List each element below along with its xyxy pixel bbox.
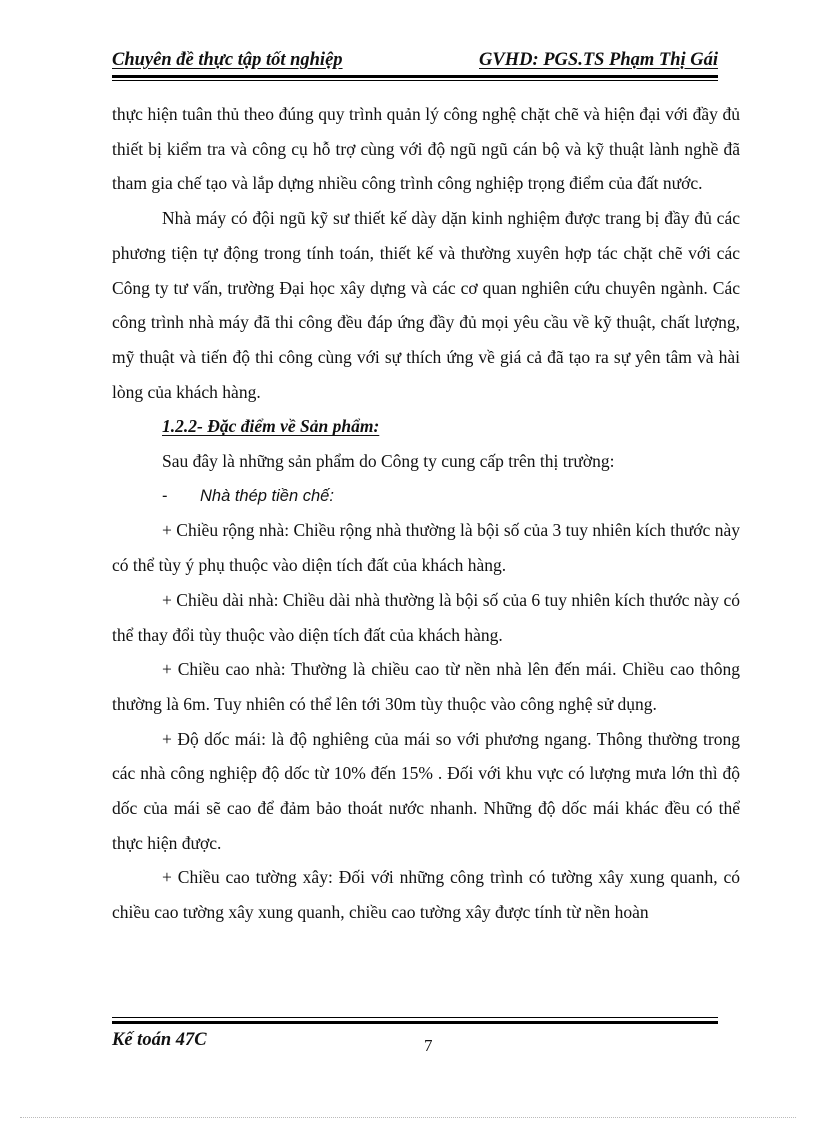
paragraph-roof-slope: + Độ dốc mái: là độ nghiêng của mái so với phương ngang. Thông thường trong các nhà công nghiệp độ dốc từ 10% đến 15% . Đối với khu vực có lượng mưa lớn thì độ dốc của mái sẽ cao để đảm bảo thoát nước nhanh. Những độ dốc mái khác đều có thể thực hiện được. [112, 728, 740, 853]
paragraph-width: + Chiều rộng nhà: Chiều rộng nhà thường là bội số của 3 tuy nhiên kích thước này có thể tùy ý phụ thuộc vào diện tích đất của khách hàng. [112, 520, 740, 576]
footer-rule-thin [112, 1017, 718, 1018]
paragraph-length: + Chiều dài nhà: Chiều dài nhà thường là bội số của 6 tuy nhiên kích thước này có thể thay đổi tùy thuộc vào diện tích đất của khách hàng. [112, 589, 740, 645]
bullet-dash: - [162, 486, 168, 505]
header-rule-thin [112, 80, 718, 81]
document-body [112, 97, 740, 930]
header-rule-thick [112, 75, 718, 78]
page-header [112, 50, 718, 71]
header-title: Chuyên đề thực tập tốt nghiệp [112, 50, 343, 70]
footer-rule-thick [112, 1021, 718, 1024]
paragraph-wall-height: + Chiều cao tường xây: Đối với những công trình có tường xây xung quanh, có chiều cao tường xây xung quanh, chiều cao tường xây được tính từ nền hoàn [112, 867, 740, 923]
paragraph-height: + Chiều cao nhà: Thường là chiều cao từ nền nhà lên đến mái. Chiều cao thông thường là 6m. Tuy nhiên có thể lên tới 30m tùy thuộc vào công nghệ sử dụng. [112, 659, 740, 714]
section-heading-text: 1.2.2- Đặc điểm về Sản phẩm: [162, 416, 380, 437]
bullet-item [112, 479, 740, 514]
header-advisor: GVHD: PGS.TS Phạm Thị Gái [479, 50, 718, 70]
paragraph-products-intro: Sau đây là những sản phẩm do Công ty cung cấp trên thị trường: [162, 451, 615, 472]
footer-label: Kế toán 47C [112, 1030, 207, 1050]
paragraph-factory: Nhà máy có đội ngũ kỹ sư thiết kế dày dặn kinh nghiệm được trang bị đầy đủ các phương tiện tự động trong tính toán, thiết kế và thường xuyên hợp tác chặt chẽ với các Công ty tư vấn, trường Đại học xây dựng và các cơ quan nghiên cứu chuyên ngành. Các công trình nhà máy đã thi công đều đáp ứng đầy đủ mọi yêu cầu về kỹ thuật, chất lượng, mỹ thuật và tiến độ thi công cùng với sự thích ứng về giá cả đã tạo ra sự yên tâm và hài lòng của khách hàng. [112, 208, 740, 402]
page-number: 7 [424, 1036, 433, 1055]
section-heading [112, 409, 740, 444]
paragraph-continuation: thực hiện tuân thủ theo đúng quy trình quản lý công nghệ chặt chẽ và hiện đại với đầy đủ thiết bị kiểm tra và công cụ hỗ trợ cùng với độ ngũ ngũ cán bộ và kỹ thuật lành nghề đã tham gia chế tạo và lắp dựng nhiều công trình công nghiệp trọng điểm của đất nước. [112, 104, 740, 194]
page-edge-dotted-line [20, 1117, 796, 1118]
bullet-text: Nhà thép tiền chế: [200, 486, 334, 505]
